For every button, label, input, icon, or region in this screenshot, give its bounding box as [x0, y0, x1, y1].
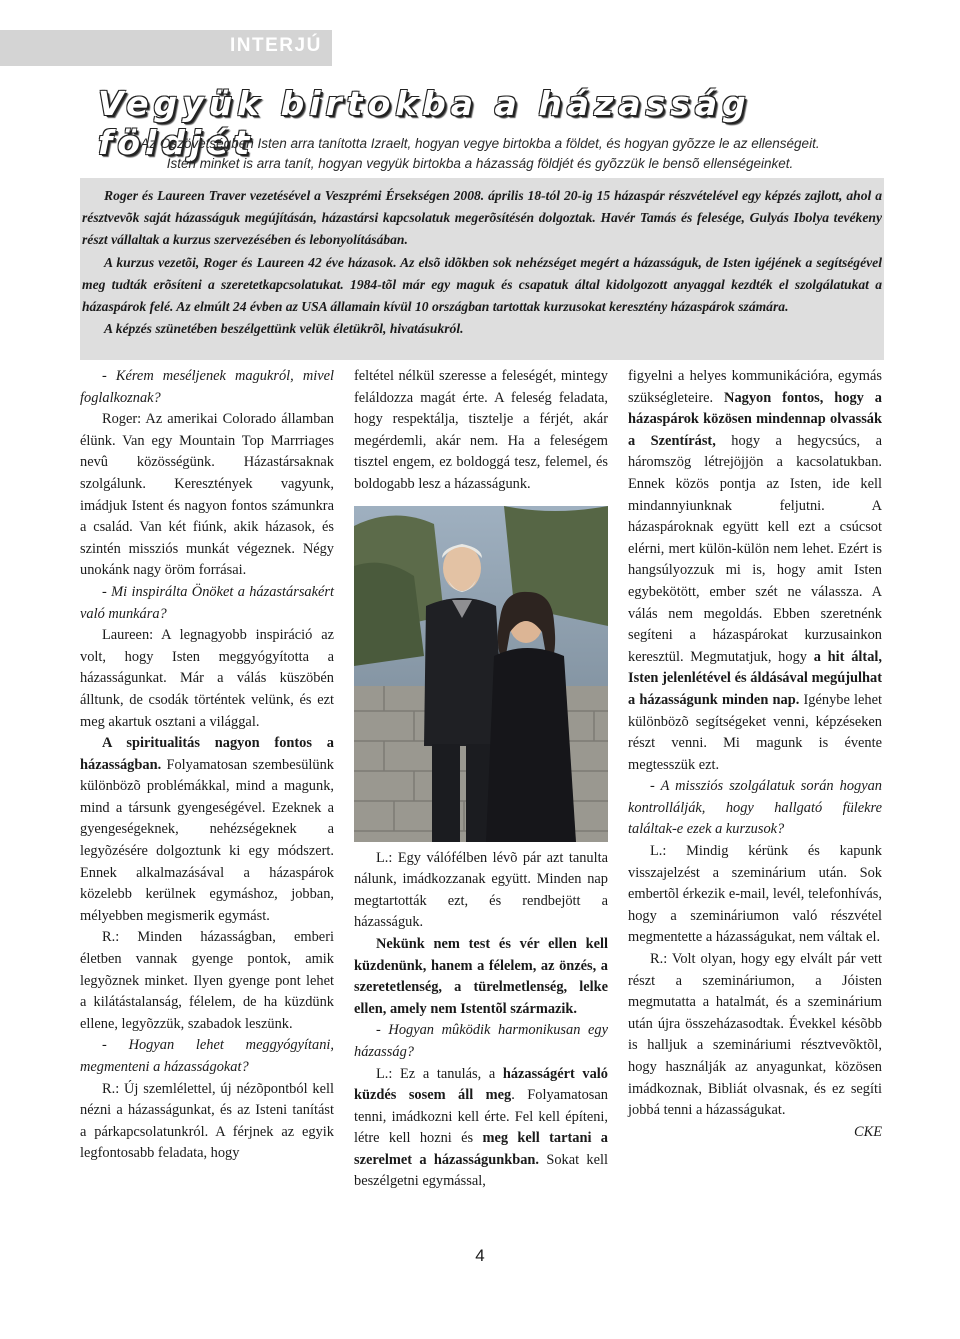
answer: R.: Új szemlélettel, új nézõpontból kell nézni a házasságunkat, és az Isteni tanítást a párkapcsolatunkról. A férjnek az egyik legfontosabb feladata, hogy: [80, 1080, 334, 1162]
answer: R.: Minden házasságban, emberi életben vannak gyenge pontok, amik legyõznek minket. Ilyen gyenge pont lehet a kilátástalanság, félelem, de ha küzdünk ellene, legyõzzük, szabadok leszünk.: [80, 929, 334, 1032]
column-1: [80, 366, 334, 1165]
author-signature: CKE: [854, 1123, 882, 1140]
question: - Hogyan lehet meggyógyítani, megmenteni a házasságokat?: [80, 1037, 334, 1075]
answer-text: Folyamatosan szembesülünk különbözõ problémákkal, mind a magunk, mind a társunk gyengeségével. Ezeknek a gyengeségeknek, nehézségeknek a legyõzésére dolgoztunk ki egy módszert. Ennek alkalmazásával a házaspárok közelebb kerülnek egymáshoz, jobban, mélyebben megismerik egymást.: [80, 756, 334, 924]
answer: [80, 733, 334, 927]
answer: Laureen: A legnagyobb inspiráció az volt, hogy Isten meggyógyította a házasságunkat. Már a válás küszöbén álltunk, de csodák történtek velünk, és ezt meg akartuk osztani a világgal.: [80, 627, 334, 730]
lead-paragraph-2: A kurzus vezetõi, Roger és Laureen 42 éve házasok. Az elsõ idõkben sok nehézséget megért a házasságuk, de Isten igéjének a segítségével meg tudták erõsíteni a szeretetkapcsolatukat. 1984-tõl már egy maguk és csapatuk által kidolgozott anyaggal kezdték el szolgálatukat a házaspárok felé. Az elmúlt 24 évben az USA államain kívül 10 országban tartottak kurzusokat keresztény házaspárok számára.: [82, 254, 882, 315]
emphasis: A spiritualitás nagyon fontos a házasságban.: [80, 735, 334, 773]
answer: L.: Egy válófélben lévõ pár azt tanulta nálunk, imádkozzanak együtt. Minden nap megtartották ezt, és rendbejött a házasságuk.: [354, 849, 608, 931]
page-number: 4: [475, 1246, 485, 1265]
couple-photo: [354, 506, 608, 842]
intro-line-2: Isten minket is arra tanít, hogyan vegyük birtokba a házasság földjét és gyõzzük le bensõ ellenségeinket.: [166, 156, 794, 171]
question: - A missziós szolgálatuk során hogyan kontrollálják, hogy hallgató fülekre találtak-e ezek a kurzusok?: [628, 778, 882, 838]
answer: [354, 1064, 608, 1194]
column-2: [354, 366, 608, 1193]
answer: R.: Volt olyan, hogy egy elvált pár vett részt a szemináriumon, a Jóisten megmutatta a hatalmát, és a szeminárium után újra összeházasodtak. Évekkel késõbb is halljuk a szemináriumi résztvevõktõl, hogy használják az anyagunkat, közösen imádkoznak, Bibliát olvasnak, és ez segíti jobbá tenni a házasságukat.: [628, 951, 882, 1119]
section-tab-label: INTERJÚ: [230, 35, 322, 56]
couple-photo-image: [354, 506, 608, 842]
answer-text: . Folyamatosan tenni, imádkozni kell érte. Fel kell építeni, létre kell hozni és: [354, 1087, 608, 1147]
question: - Kérem meséljenek magukról, mivel foglalkoznak?: [80, 368, 334, 406]
question: - Mi inspirálta Önöket a házastársakért való munkára?: [80, 583, 334, 622]
question: - Hogyan mûködik harmonikusan egy házasság?: [354, 1022, 608, 1060]
article-title: Vegyük birtokba a házasság földjét: [98, 84, 751, 162]
emphasis: házasságért való küzdés sosem áll meg: [354, 1065, 608, 1104]
answer-text: hogy a hegycsúcs, a háromszög létrejöjjön a kacsolatukban. Ennek közös pontja az Isten, ide kell mindannyiunknak feljutni. A házaspároknak együtt kell ezt a csúcsot elérni, mert külön-külön nem lehet. Ezért is hangsúlyozzuk mi is, hogy amit Isten egybekötött, ember szét ne válassza. A válás nem megoldás. Ebben szeretnénk segíteni a házaspárokat kurzusainkon keresztül. Megmutatjuk, hogy: [628, 432, 882, 665]
emphasis: meg kell tartani a szerelmet a házasságunkban.: [354, 1130, 609, 1168]
lead-text: [82, 185, 882, 340]
emphasis-paragraph: [354, 934, 608, 1020]
emphasis: a hit által, Isten jelenlétével és áldásával megújulhat a házasságunk minden nap.: [628, 648, 882, 708]
emphasis: Nekünk nem test és vér ellen kell küzdenünk, hanem a félelem, az önzés, a szeretetlenség, a türelmetlenség, lelke ellen, amely nem Istentõl származik.: [354, 935, 608, 1017]
section-tab: [0, 30, 332, 66]
answer-text: L.: Ez a tanulás, a: [376, 1065, 503, 1082]
answer-text: figyelni a helyes kommunikációra, egymás szükségleteire.: [628, 368, 882, 406]
answer-text: Igénybe lehet különbözõ segítségeket venni, képzéseken részt venni. Mi magunk is évente megtesszük ezt.: [628, 691, 882, 773]
lead-paragraph-3: A képzés szünetében beszélgettünk velük életükrõl, hivatásukról.: [104, 321, 464, 337]
answer-text: Sokat kell beszélgetni egymással,: [354, 1151, 608, 1190]
answer: feltétel nélkül szeresse a feleségét, mintegy feláldozza magát érte. A feleség feladata, hogy respektálja, tisztelje a férjét, akár megérdemli, akár nem. Ha a feleségem tisztel engem, ez boldoggá tesz, felemel, és boldogabb lesz a házasságunk.: [354, 368, 608, 492]
answer: [628, 366, 882, 776]
emphasis: Nagyon fontos, hogy a házaspárok közösen mindennap olvassák a Szentírást,: [628, 389, 882, 449]
answer: L.: Mindig kérünk és kapunk visszajelzést a szeminárium után. Sok embertõl érkezik e-mail, levél, telefonhívás, hogy a szemináriumon való részvétel megmentette a házasságukat, nem váltak el.: [628, 843, 882, 946]
lead-paragraph-1: Roger és Laureen Traver vezetésével a Veszprémi Érsekségen 2008. április 18-tól 20-ig 15 házaspár részvételével egy képzés zajlott, ahol a résztvevõk saját házasságuk megújításán, házastársi kapcsolatuk megerõsítésén dolgoztak. Havér Tamás és felesége, Gulyás Ibolya tevékeny részt vállaltak a kurzus szervezésében és lebonyolításában.: [82, 188, 882, 248]
column-3: [628, 366, 882, 1143]
intro-line-1: Az Ószövetségben Isten arra tanította Izraelt, hogyan vegye birtokba a földet, és hogyan gyõzze le az ellenségeit.: [140, 136, 820, 151]
answer: Roger: Az amerikai Colorado államban élünk. Van egy Mountain Top Marrriages nevû közösségünk. Házastársaknak szolgálunk. Keresztények vagyunk, imádjuk Istent és nagyon fontos számunkra a család. Van két fiúnk, akik házasok, és szintén missziós munkát végeznek. Négy unokánk nagy öröm forrásai.: [80, 411, 334, 579]
